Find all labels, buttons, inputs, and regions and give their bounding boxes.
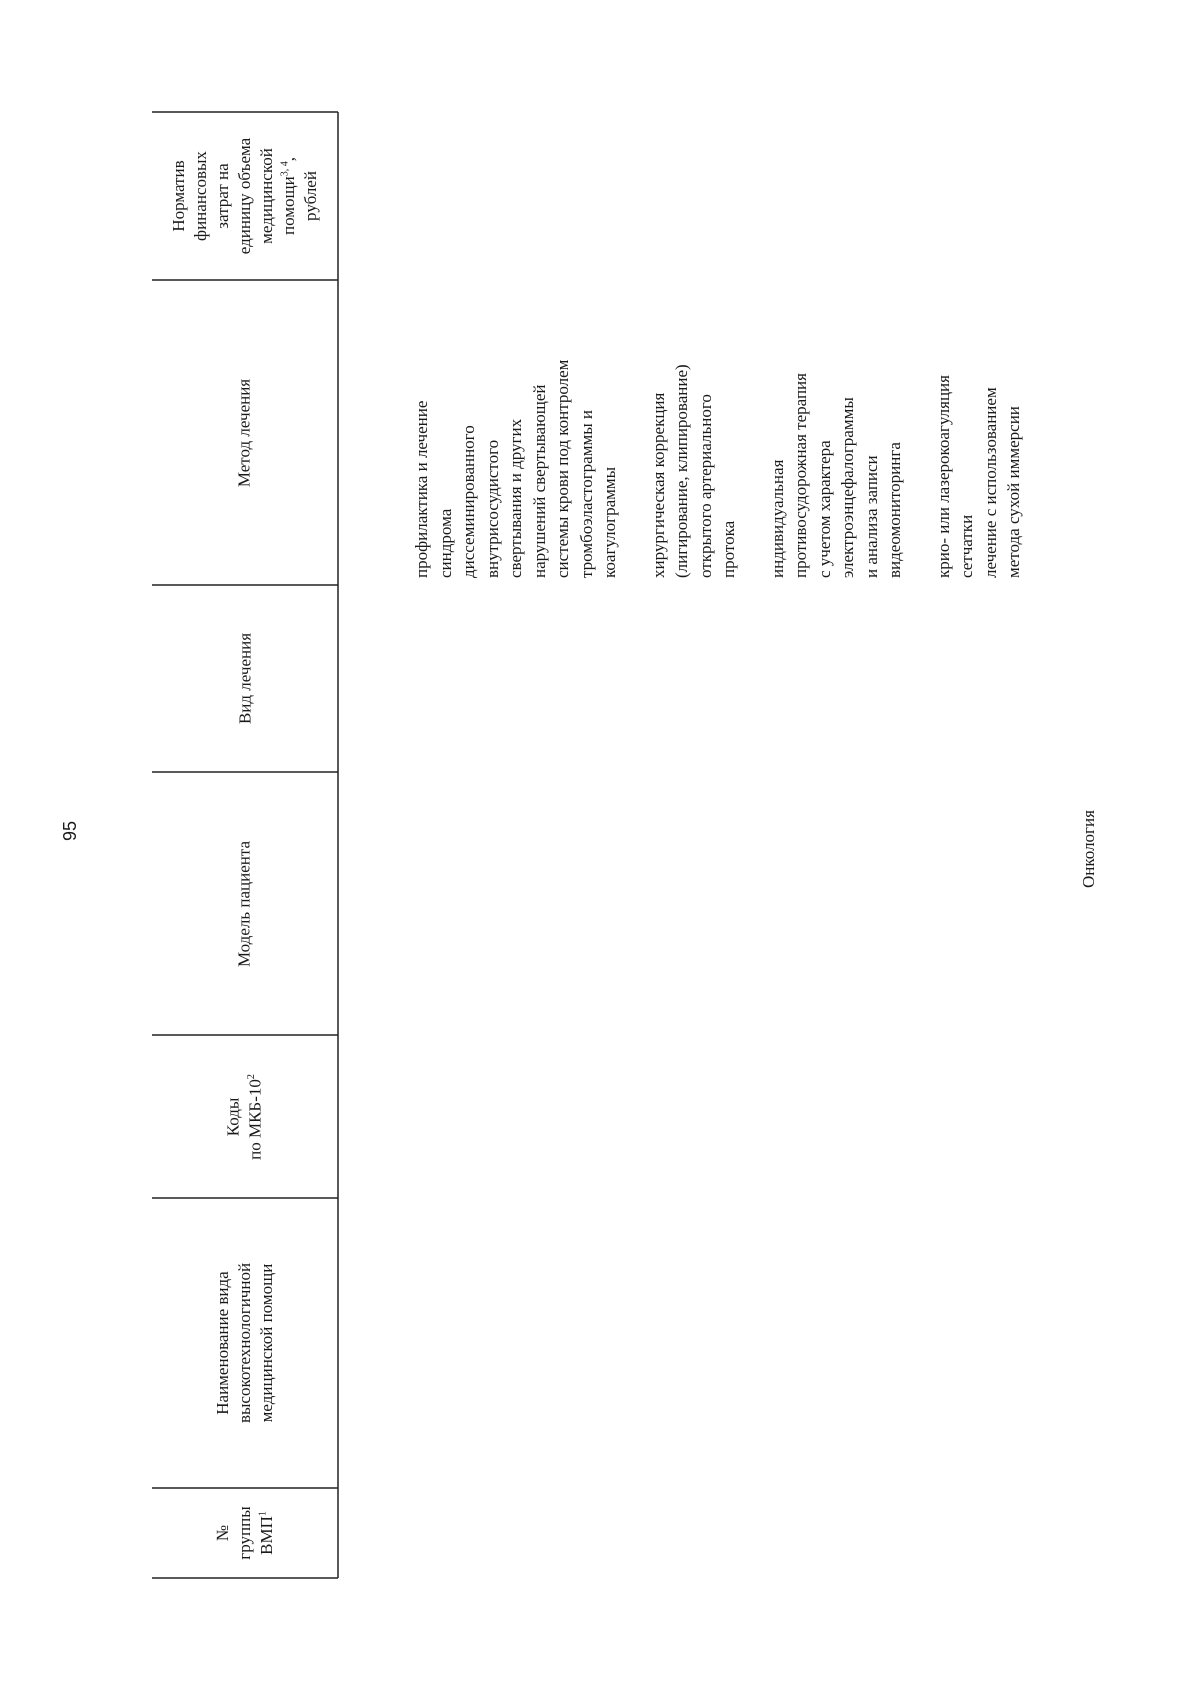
header-treatment-method: Метод лечения (234, 378, 254, 488)
method-item: крио- или лазерокоагуляция сетчатки лечение с использованием метода сухой иммерсии (933, 375, 1023, 578)
method-item: профилактика и лечение синдрома диссеминированного внутрисосудистого свертывания и других нарушений свертывающей системы крови под контролем тромбоэластограммы и коагулограммы (412, 359, 619, 578)
method-item: индивидуальная противосудорожная терапия с учетом характера электроэнцефалограммы и анализа записи видеомониторинга (767, 373, 904, 578)
treatment-methods-cell (410, 278, 1022, 578)
header-vmp-name: Наименование вида высокотехнологичной медицинской помощи (213, 1262, 276, 1424)
header-patient-model: Модель пациента (234, 840, 254, 968)
header-icd-codes: Коды по МКБ-$10^2$ (223, 1074, 265, 1160)
method-item: хирургическая коррекция (лигирование, клипирование) открытого артериального протока (648, 364, 738, 578)
section-title-oncology: Онкология (1079, 810, 1098, 888)
header-group-number: № группы ВМП$^1$ (213, 1506, 276, 1560)
header-treatment-type: Вид лечения (235, 632, 254, 725)
header-norm: Норматив финансовых затрат на единицу объема медицинской помощи$^{3, 4}$, рублей (169, 137, 320, 255)
page-number: 95 (60, 820, 80, 842)
